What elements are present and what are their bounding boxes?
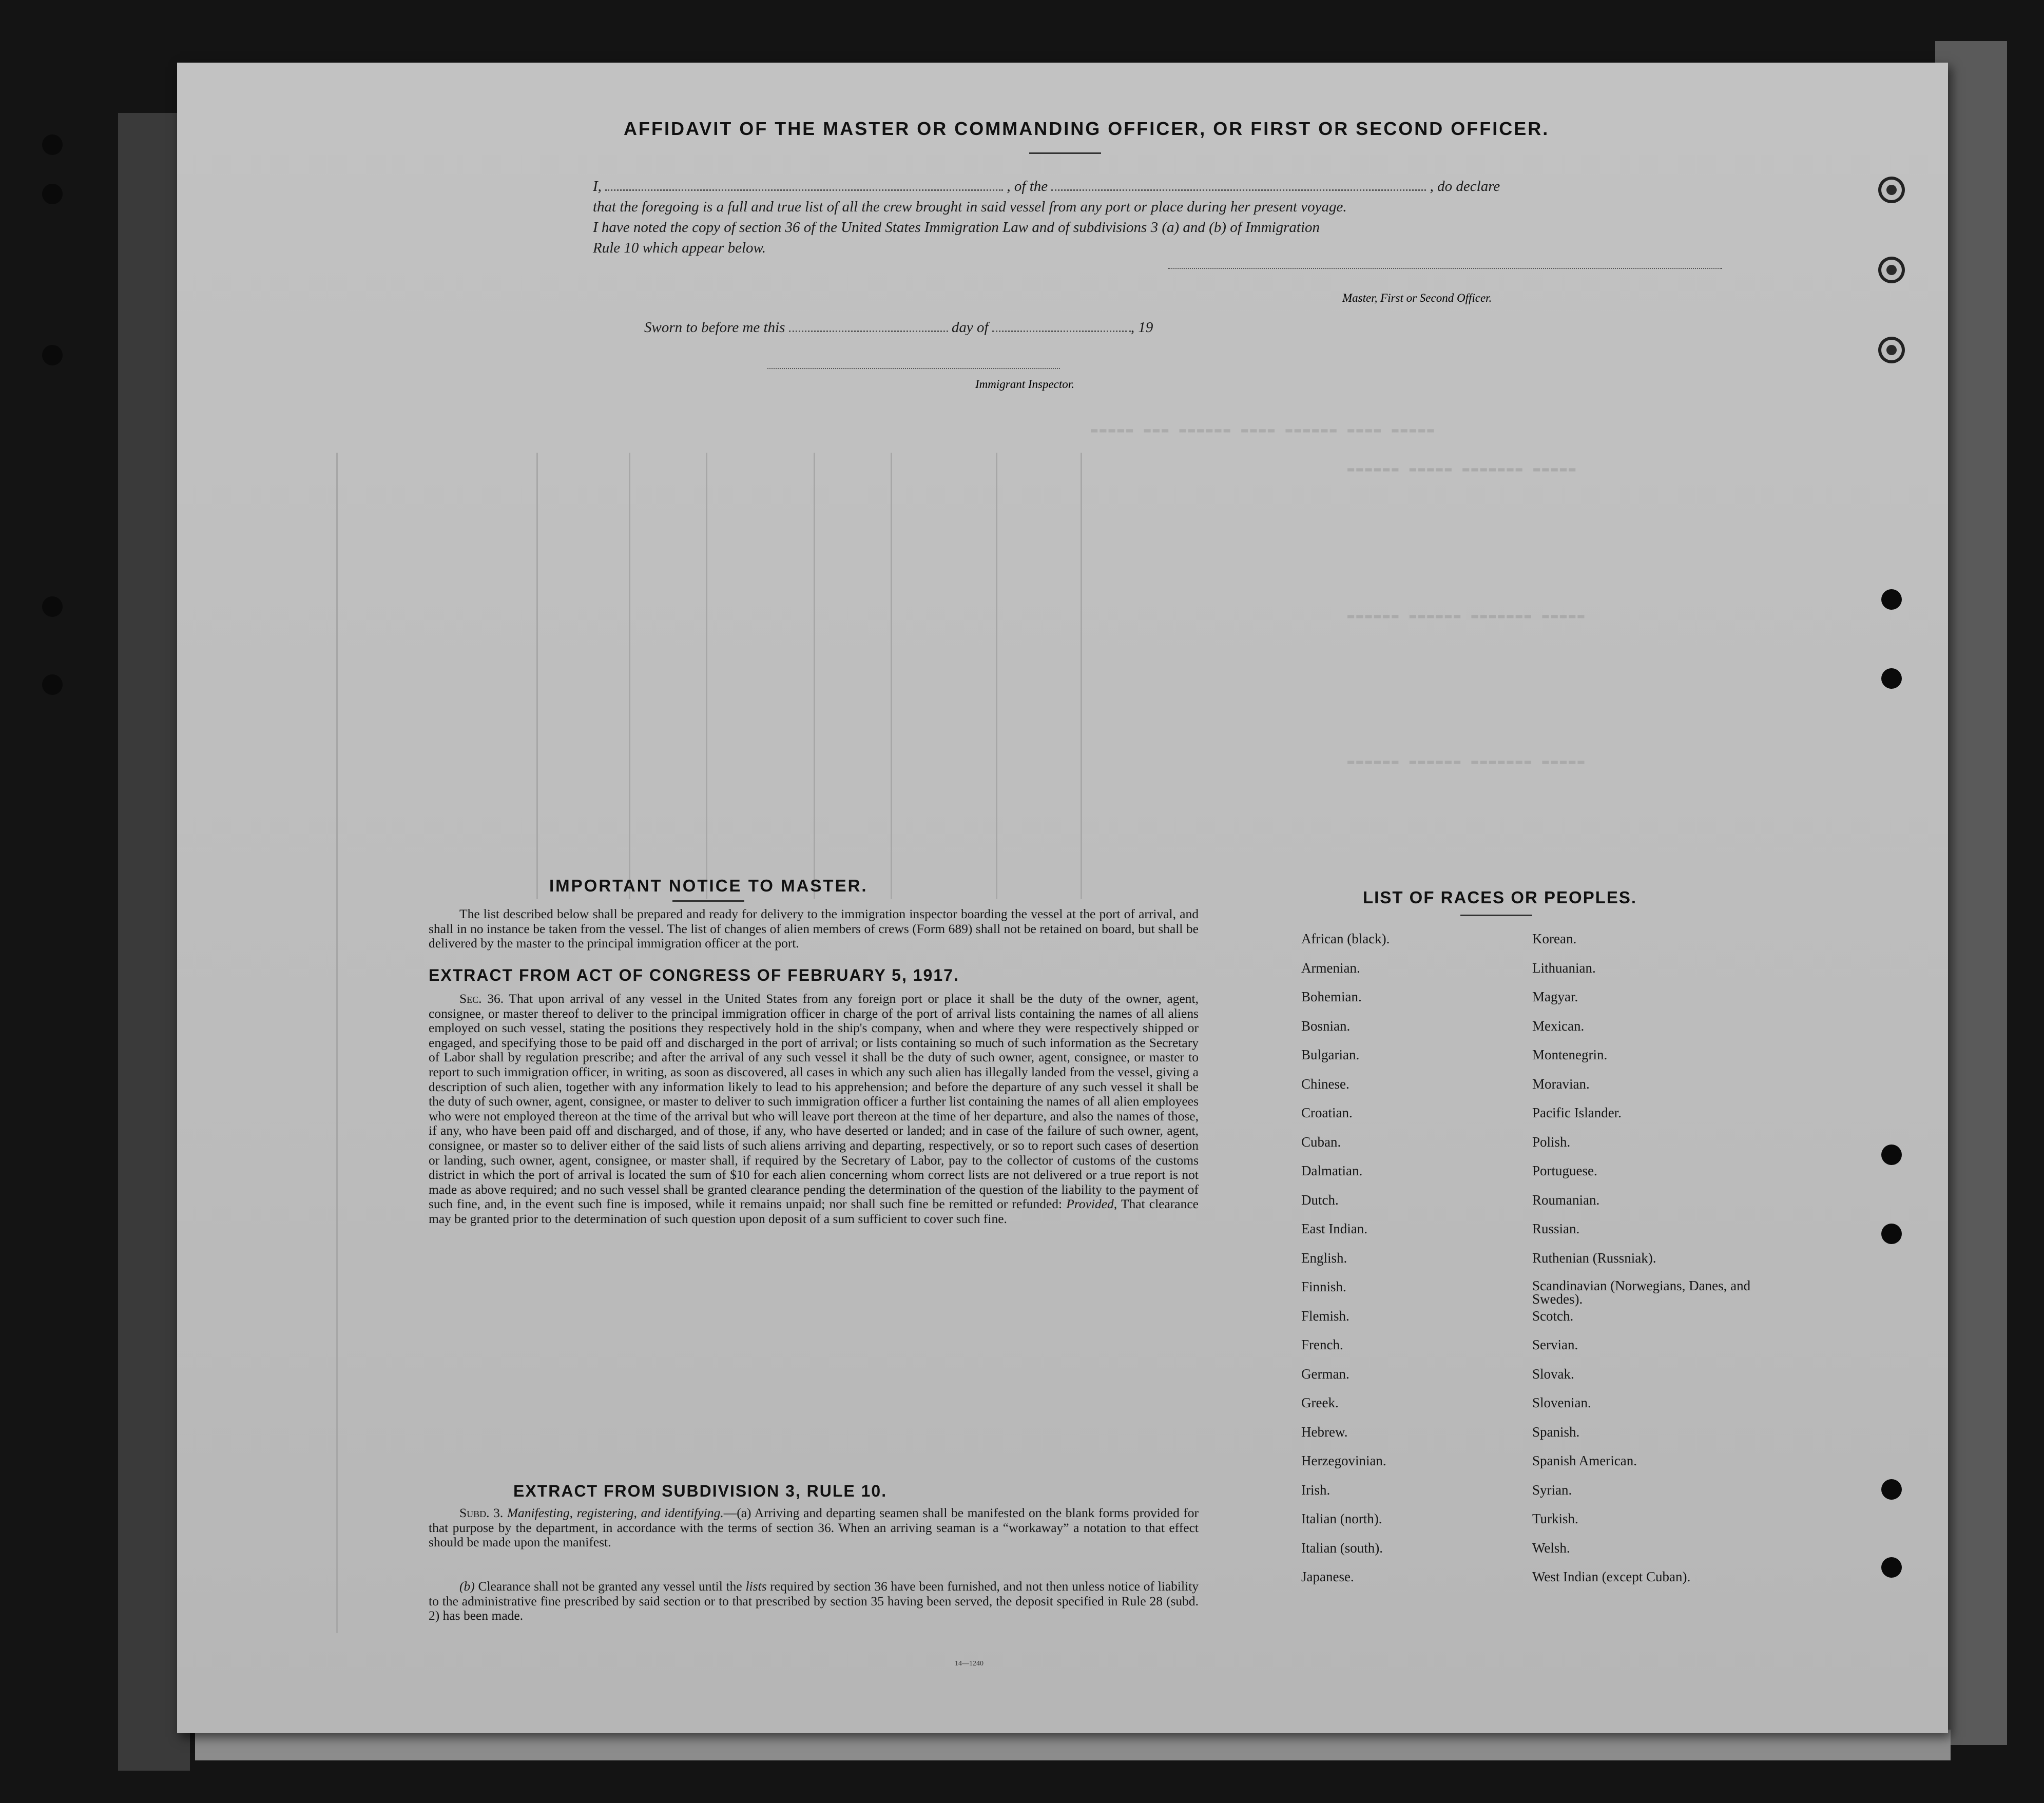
binder-hole-icon <box>1881 180 1902 200</box>
sworn-day-field[interactable] <box>789 331 948 332</box>
race-item: Italian (north). <box>1301 1511 1382 1526</box>
race-item: Herzegovinian. <box>1301 1453 1386 1468</box>
races-title-underline <box>1460 915 1532 916</box>
race-item: Scandinavian (Norwegians, Danes, and Swedes). <box>1532 1278 1751 1307</box>
notice-title: IMPORTANT NOTICE TO MASTER. <box>549 876 868 895</box>
race-item: French. <box>1301 1337 1343 1352</box>
binder-hole-icon <box>1881 1479 1902 1500</box>
binder-hole-icon <box>42 345 63 365</box>
race-item: Flemish. <box>1301 1308 1349 1324</box>
do-declare-label: , do declare <box>1430 178 1500 195</box>
race-item: Greek. <box>1301 1395 1339 1410</box>
race-item: East Indian. <box>1301 1221 1367 1236</box>
extract-act-body: Sec. 36. That upon arrival of any vessel in the United States from any foreign port or place it shall be the duty of the owner, agent, consignee, or master thereof to deliver to the principal immigration officer in charge of the port of arrival lists containing the names of all aliens employed on such vessel, stating the positions they respectively hold in the ship's company, when and where they were respectively shipped or engaged, and specifying those to be paid off and discharged in the port of arrival; or lists containing so much of such information as the Secretary of Labor shall by regulation prescribe; and after the arrival of any such vessel it shall be the duty of such owner, agent, consignee, or master to report to such immigration officer, in writing, as soon as discovered, all cases in which any such alien has illegally landed from the vessel, giving a description of such alien, together with any information likely to lead to his apprehension; and before the departure of any such vessel it shall be the duty of such owner, agent, consignee, or master to deliver to such immigration officer a further list containing the names of all alien employees who were not employed thereon at the time of the arrival but who will leave port thereon at the time of her departure, and also the names of those, if any, who have been paid off and discharged, and of those, if any, who have deserted or landed; and in case of the failure of such owner, agent, consignee, or master so to deliver either of the said lists of such aliens arriving and departing, respectively, or so to report such cases of desertion or landing, such owner, agent, consignee, or master shall, if required by the Secretary of Labor, pay to the collector of customs of the customs district in which the port of arrival is located the sum of $10 for each alien concerning whom correct lists are not delivered or a true report is not made as above required; and no such vessel shall be granted clearance pending the determination of the question of the liability to the payment of such fine, and, in the event such fine is imposed, while it remains unpaid; nor shall such fine be remitted or refunded: Provided, That clearance may be granted prior to the determination of such question upon deposit of a sum sufficient to cover such fine. <box>429 991 1199 1226</box>
sworn-month-field[interactable] <box>992 331 1131 332</box>
race-item: Chinese. <box>1301 1076 1349 1092</box>
table-column-rule <box>1081 453 1082 899</box>
binder-hole-icon <box>1881 340 1902 360</box>
extract-act-title: EXTRACT FROM ACT OF CONGRESS OF FEBRUARY 5, 1917. <box>429 966 959 984</box>
binder-hole-icon <box>42 134 63 155</box>
table-column-rule <box>996 453 997 899</box>
affidavit-line-4: Rule 10 which appear below. <box>593 240 766 256</box>
affidavit-line-2: that the foregoing is a full and true list of all the crew brought in said vessel from any port or place during her present voyage. <box>593 199 1347 215</box>
races-right-column <box>1532 931 1758 1598</box>
race-item: Bosnian. <box>1301 1018 1351 1034</box>
race-item: African (black). <box>1301 931 1390 946</box>
bleed-through-text: ▬▬▬▬▬▬ ▬▬▬▬▬ ▬▬▬▬▬▬▬ ▬▬▬▬▬ <box>1347 463 1578 476</box>
binder-hole-icon <box>42 674 63 695</box>
race-item: Syrian. <box>1532 1482 1572 1498</box>
i-label: I, <box>593 178 602 195</box>
race-item: Moravian. <box>1532 1076 1590 1092</box>
race-item: Slovenian. <box>1532 1395 1591 1410</box>
race-item: Bulgarian. <box>1301 1047 1360 1062</box>
binder-hole-icon <box>1881 1145 1902 1165</box>
binder-hole-icon <box>1881 260 1902 280</box>
race-item: Spanish. <box>1532 1424 1580 1440</box>
document-sheet <box>177 63 1948 1733</box>
race-item: Japanese. <box>1301 1569 1354 1584</box>
binder-hole-icon <box>42 184 63 204</box>
sworn-line <box>644 319 1153 336</box>
race-item: Dutch. <box>1301 1192 1339 1208</box>
affidavit-line-1 <box>593 178 1500 195</box>
race-item: Italian (south). <box>1301 1540 1383 1556</box>
sworn-label: Sworn to before me this <box>644 319 785 336</box>
form-number: 14—1240 <box>955 1660 984 1668</box>
affidavit-title: AFFIDAVIT OF THE MASTER OR COMMANDING OFFICER, OR FIRST OR SECOND OFFICER. <box>624 118 1550 139</box>
race-item: Polish. <box>1532 1134 1571 1150</box>
race-item: Cuban. <box>1301 1134 1341 1150</box>
notice-title-underline <box>672 900 744 902</box>
table-column-rule <box>814 453 815 899</box>
race-item: Lithuanian. <box>1532 960 1596 976</box>
race-item: Mexican. <box>1532 1018 1585 1034</box>
race-item: Portuguese. <box>1532 1163 1597 1178</box>
binder-hole-icon <box>1881 668 1902 689</box>
race-item: Bohemian. <box>1301 989 1362 1004</box>
race-item: Russian. <box>1532 1221 1580 1236</box>
races-title: LIST OF RACES OR PEOPLES. <box>1363 888 1637 907</box>
race-item: Pacific Islander. <box>1532 1105 1622 1120</box>
affidavit-line-3: I have noted the copy of section 36 of the United States Immigration Law and of subdivisions 3 (a) and (b) of Immigration <box>593 219 1320 236</box>
race-item: Servian. <box>1532 1337 1578 1352</box>
of-the-label: , of the <box>1007 178 1048 195</box>
race-item: Irish. <box>1301 1482 1330 1498</box>
bleed-through-text: ▬▬▬▬▬▬ ▬▬▬▬▬▬ ▬▬▬▬▬▬▬ ▬▬▬▬▬ <box>1347 755 1587 768</box>
race-item: West Indian (except Cuban). <box>1532 1569 1691 1584</box>
day-of-label: day of <box>951 319 989 336</box>
race-item: Roumanian. <box>1532 1192 1600 1208</box>
master-signature-label: Master, First or Second Officer. <box>1342 292 1492 304</box>
race-item: Croatian. <box>1301 1105 1353 1120</box>
table-column-rule <box>629 453 630 899</box>
binder-hole-icon <box>1881 1224 1902 1244</box>
race-item: Turkish. <box>1532 1511 1578 1526</box>
binder-hole-icon <box>1881 1557 1902 1578</box>
race-item: English. <box>1301 1250 1347 1266</box>
binder-hole-icon <box>1881 589 1902 610</box>
inspector-label: Immigrant Inspector. <box>975 378 1074 391</box>
race-item: Scotch. <box>1532 1308 1574 1324</box>
bleed-through-text: ▬▬▬▬▬▬ ▬▬▬▬▬▬ ▬▬▬▬▬▬▬ ▬▬▬▬▬ <box>1347 610 1587 623</box>
table-column-rule <box>706 453 707 899</box>
table-column-rule <box>536 453 538 899</box>
name-field[interactable] <box>605 189 1003 191</box>
title-underline <box>1029 152 1101 154</box>
vessel-field[interactable] <box>1051 189 1426 191</box>
race-item: Spanish American. <box>1532 1453 1637 1468</box>
underlying-page-bottom <box>195 1730 1951 1760</box>
race-item: Finnish. <box>1301 1279 1346 1294</box>
race-item: Slovak. <box>1532 1366 1574 1382</box>
race-item: Dalmatian. <box>1301 1163 1363 1178</box>
year-prefix: , 19 <box>1130 319 1153 336</box>
race-item: Korean. <box>1532 931 1577 946</box>
races-left-column <box>1301 931 1390 1598</box>
inspector-signature-field[interactable] <box>767 368 1060 369</box>
race-item: Magyar. <box>1532 989 1578 1004</box>
table-column-rule <box>336 453 338 1633</box>
extract-rule-body-b: (b) Clearance shall not be granted any vessel until the lists required by section 36 have been furnished, and not then unless notice of liability to the administrative fine prescribed by said section or to that prescribed by section 35 having been served, the deposit specified in Rule 28 (subd. 2) has been made. <box>429 1579 1199 1623</box>
race-item: Montenegrin. <box>1532 1047 1608 1062</box>
race-item: German. <box>1301 1366 1349 1382</box>
race-item: Hebrew. <box>1301 1424 1348 1440</box>
binder-hole-icon <box>42 596 63 617</box>
bleed-through-text: ▬▬▬▬▬ ▬▬▬ ▬▬▬▬▬▬ ▬▬▬▬ ▬▬▬▬▬▬ ▬▬▬▬ ▬▬▬▬▬ <box>1091 424 1436 437</box>
notice-body: The list described below shall be prepared and ready for delivery to the immigration inspector boarding the vessel at the port of arrival, and shall in no instance be taken from the vessel. The list of changes of alien members of crews (Form 689) shall not be retained on board, but shall be delivered by the master to the principal immigration officer at the port. <box>429 906 1199 951</box>
race-item: Welsh. <box>1532 1540 1570 1556</box>
race-item: Ruthenian (Russniak). <box>1532 1250 1656 1266</box>
race-item: Armenian. <box>1301 960 1360 976</box>
master-signature-field[interactable] <box>1168 268 1722 269</box>
table-column-rule <box>891 453 892 899</box>
extract-rule-title: EXTRACT FROM SUBDIVISION 3, RULE 10. <box>513 1482 888 1500</box>
extract-rule-body-a: Subd. 3. Manifesting, registering, and identifying.—(a) Arriving and departing seamen shall be manifested on the blank forms provided for that purpose by the department, in accordance with the terms of section 36. When an arriving seaman is a “workaway” a notation to that effect should be made upon the manifest. <box>429 1505 1199 1550</box>
